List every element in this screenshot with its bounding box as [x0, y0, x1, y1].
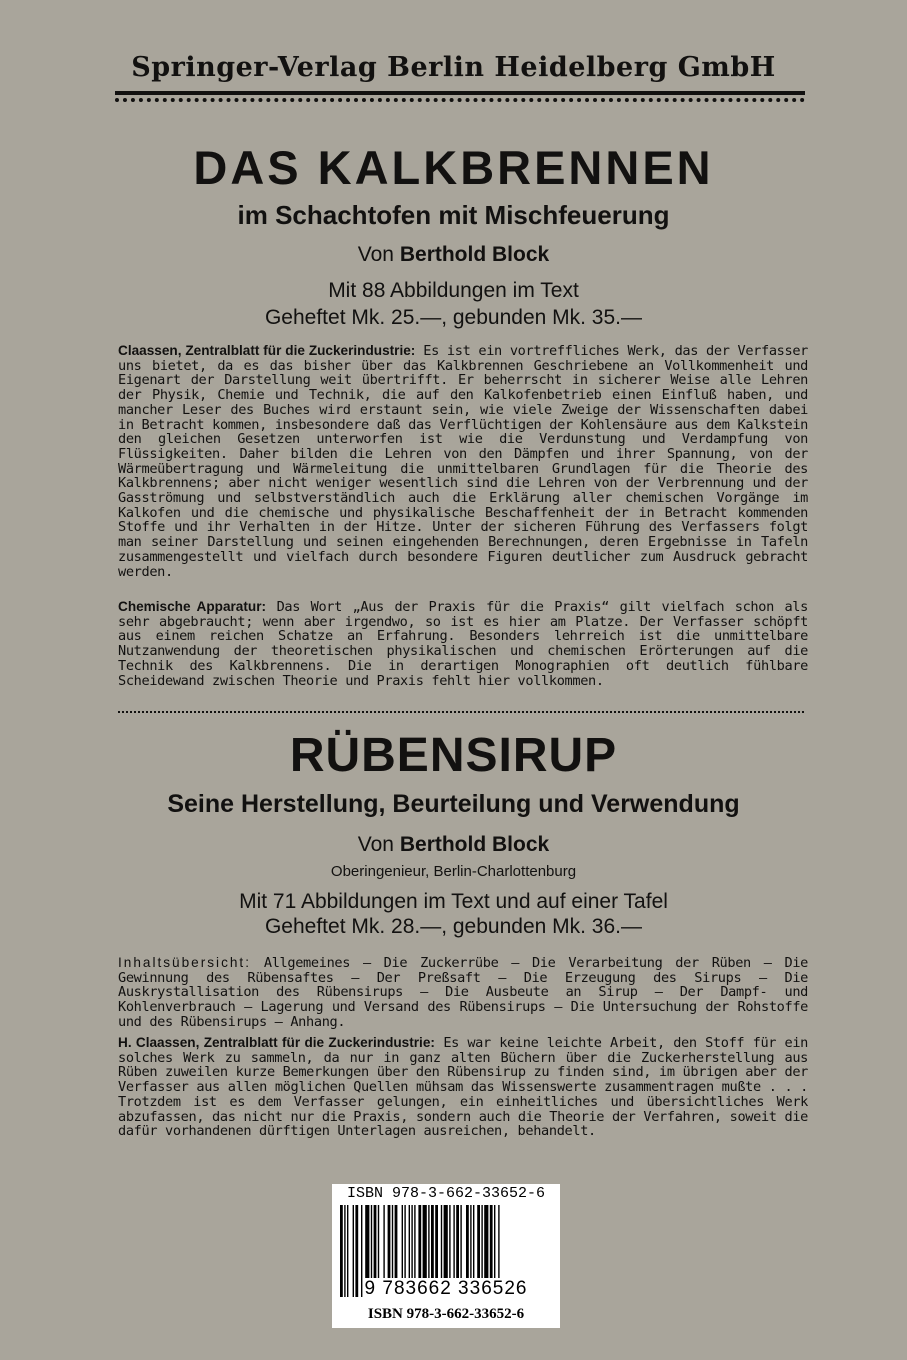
book2-title: RÜBENSIRUP	[289, 729, 618, 782]
book1-author-prefix: Von	[357, 243, 394, 266]
book2-author-line	[0, 833, 907, 857]
book2-review-text: Es war keine leichte Arbeit, den Stoff für ein solches Werk zu sammeln, da nur in ganz alten Büchern über die Zuckerherstellung aus Rüben zuweilen kurze Bemerkungen über den Rübensirup zu finden sind, im übrigen aber der Verfasser aus allen möglichen Quellen mühsam das Wissenswerte zusammentragen mußte . . . Trotzdem ist es dem Verfasser gelungen, ein einheitliches und übersichtliches Werk abzufassen, das nicht nur die Praxis, sondern auch die Theorie der Verfahren, soweit die dafür vorhandenen dürftigen Unterlagen ausreichen, behandelt.	[118, 1035, 808, 1140]
header-dotted-rule	[115, 98, 805, 102]
publisher-name: Springer-Verlag Berlin Heidelberg GmbH	[131, 52, 776, 83]
book1-author-line	[0, 243, 907, 267]
book1-review-1	[118, 344, 808, 579]
book1-review-2-source: Chemische Apparatur:	[118, 599, 267, 614]
book1-illustrations: Mit 88 Abbildungen im Text	[328, 279, 579, 302]
barcode-digits-row	[332, 1278, 560, 1300]
book2-illustrations: Mit 71 Abbildungen im Text und auf einer Tafel	[239, 890, 668, 913]
book2-contents-text: Allgemeines — Die Zuckerrübe — Die Verarbeitung der Rüben — Die Gewinnung des Rübensaftes — Der Preßsaft — Die Erzeugung des Sirups — Die Auskrystallisation des Rübensirups — Die Ausbeute an Sirup — Der Dampf- und Kohlenverbrauch — Lagerung und Versand des Rübensirups — Die Untersuchung der Rohstoffe und des Rübensirups — Anhang.	[118, 955, 808, 1030]
section-divider	[118, 711, 804, 713]
book2-price: Geheftet Mk. 28.—, gebunden Mk. 36.—	[264, 915, 643, 938]
header-rule	[115, 91, 805, 95]
book2-author: Berthold Block	[399, 833, 550, 856]
barcode	[332, 1184, 560, 1328]
book1-subtitle: im Schachtofen mit Mischfeuerung	[237, 200, 670, 230]
book2-review	[118, 1036, 808, 1139]
book2-subtitle: Seine Herstellung, Beurteilung und Verwendung	[167, 790, 740, 818]
book2-review-source: H. Claassen, Zentralblatt für die Zuckerindustrie:	[118, 1035, 435, 1050]
book1-review-1-source: Claassen, Zentralblatt für die Zuckerindustrie:	[118, 343, 416, 358]
book1-title: DAS KALKBRENNEN	[193, 141, 714, 194]
book1-author: Berthold Block	[399, 243, 550, 266]
book1-review-2-text: Das Wort „Aus der Praxis für die Praxis“ gilt vielfach schon als sehr abgebraucht; wenn aber irgendwo, so ist es hier am Platze. Der Verfasser schöpft aus einem reichen Schatze an Erfahrung. Besonders lehrreich ist die unmittelbare Nutzanwendung der theoretischen physikalischen und chemischen Erörterungen auf die Technik des Kalkbrennens. Die in derartigen Monographien oft deutlich fühlbare Scheidewand zwischen Theorie und Praxis fehlt hier vollkommen.	[118, 599, 808, 689]
book2-author-prefix: Von	[357, 833, 394, 856]
barcode-isbn-top: ISBN 978-3-662-33652-6	[346, 1185, 546, 1202]
barcode-isbn-bottom: ISBN 978-3-662-33652-6	[367, 1306, 525, 1322]
book2-affiliation: Oberingenieur, Berlin-Charlottenburg	[330, 863, 577, 880]
barcode-digits: 9 783662 336526	[364, 1278, 528, 1299]
book1-review-1-text: Es ist ein vortreffliches Werk, das der Verfasser uns bietet, da es das bisher über das Kalkbrennen Geschriebene an Vollkommenheit und Eigenart der Darstellung weit übertrifft. Er beherrscht in sicherer Weise alle Lehren der Physik, Chemie und Technik, die auf den Kalkofenbetrieb einen Einfluß haben, und mancher Leser des Buches wird erstaunt sein, wie viele Zweige der Wissenschaften dabei in Betracht kommen, insbesondere daß das Verflüchtigen der Kohlensäure aus dem Kalkstein den gleichen Gesetzen unterworfen ist wie die Verdunstung und Verdampfung von Flüssigkeiten. Daher bilden die Lehren von den Dämpfen und ihrer Spannung, von der Wärmeübertragung und Wärmeleitung die unmittelbaren Grundlagen für die Theorie des Kalkbrennens; aber nicht weniger wesentlich sind die Lehren von der Verbrennung und der Gasströmung und selbstverständlich auch die Erklärung aller chemischen Vorgänge im Kalkofen und die chemische und physikalische Beschaffenheit der in Betracht kommenden Stoffe und ihr Verhalten in der Hitze. Unter der sicheren Führung des Verfassers folgt man seiner Darstellung und seinen eingehenden Berechnungen, deren Ergebnisse in Tafeln zusammengestellt und vielfach durch besondere Figuren deutlicher zum Ausdruck gebracht werden.	[118, 343, 808, 580]
book1-price: Geheftet Mk. 25.—, gebunden Mk. 35.—	[264, 306, 643, 329]
book2-contents	[118, 956, 808, 1030]
book2-contents-label: Inhaltsübersicht:	[118, 955, 251, 970]
book1-review-2	[118, 600, 808, 688]
